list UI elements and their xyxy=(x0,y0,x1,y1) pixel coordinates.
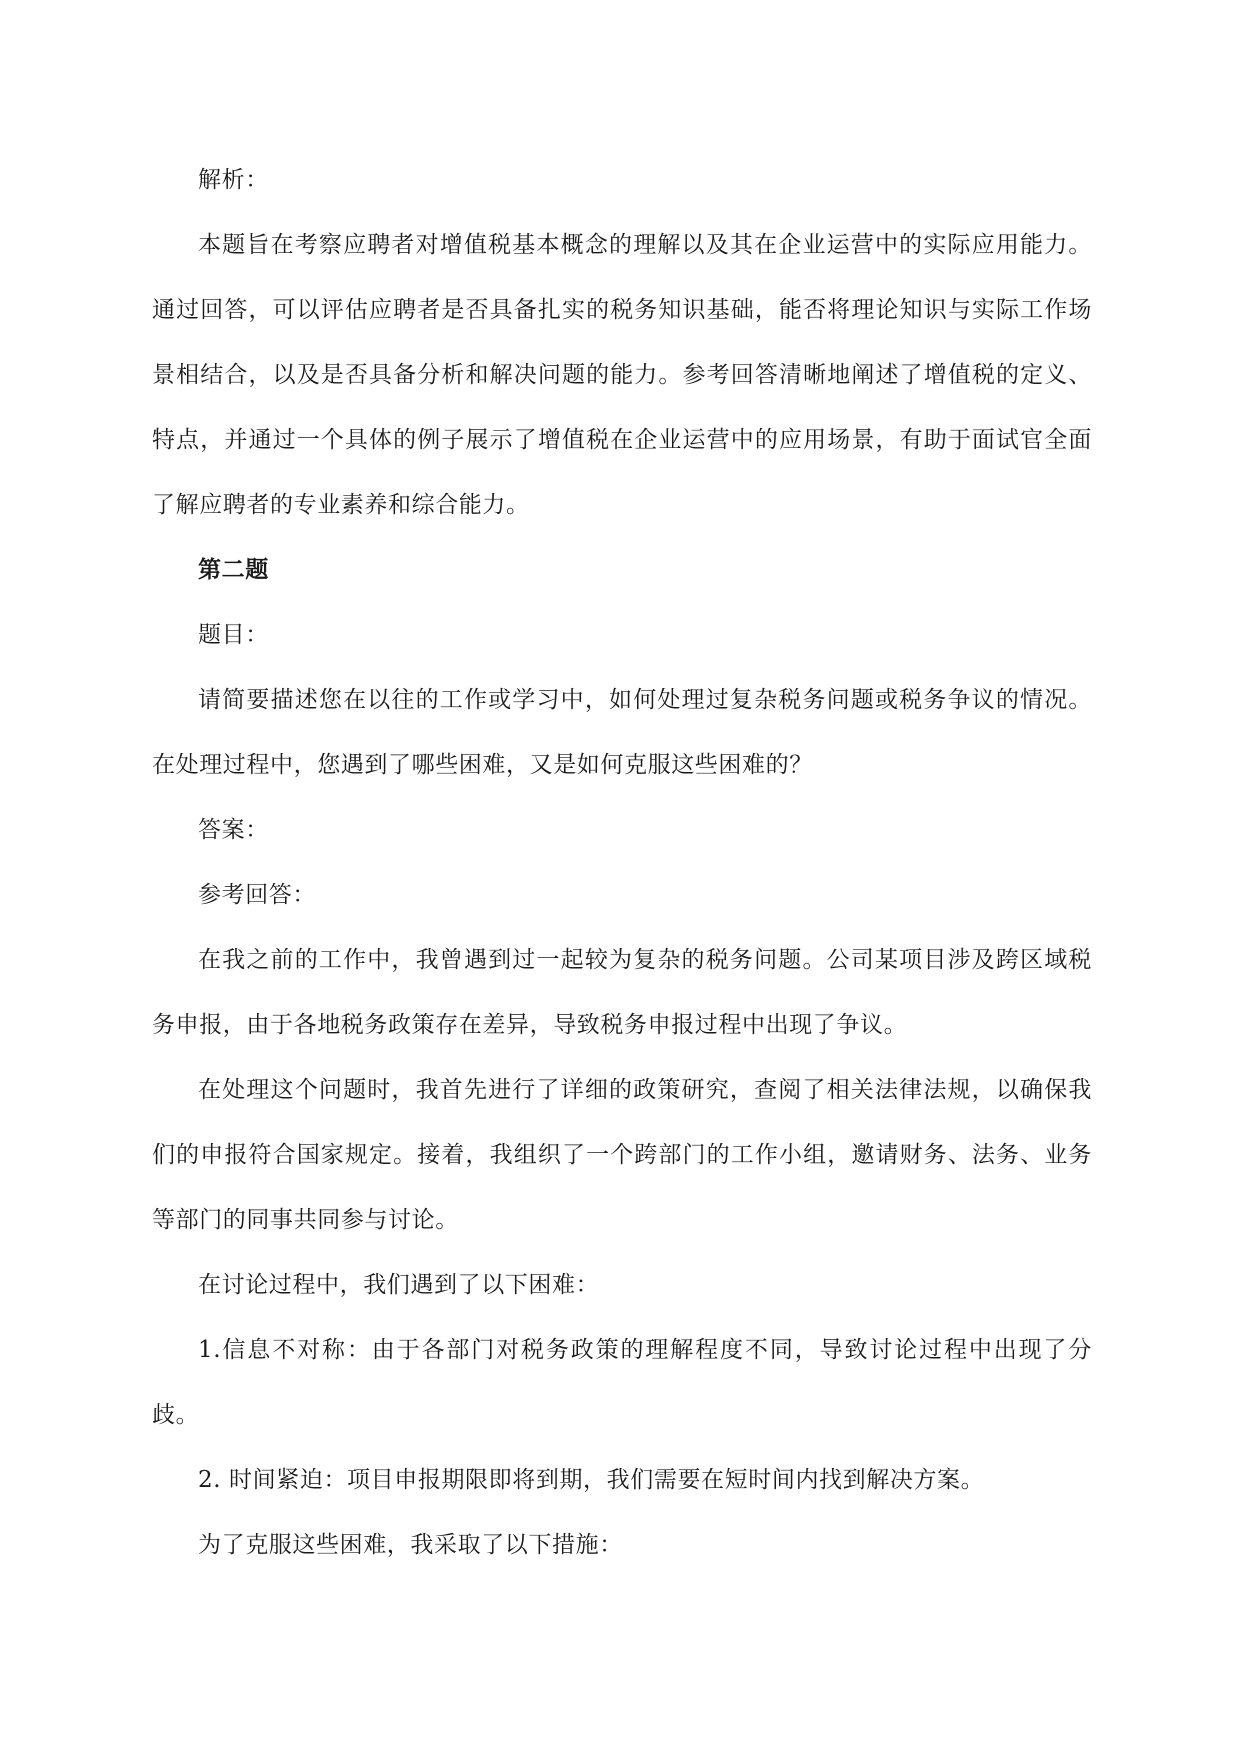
answer-paragraph: 在处理这个问题时，我首先进行了详细的政策研究，查阅了相关法律法规，以确保我们的申报符合国家规定。接着，我组织了一个跨部门的工作小组，邀请财务、法务、业务等部门的同事共同参与讨论。 xyxy=(152,1077,1092,1233)
reference-answer-label: 参考回答： xyxy=(198,882,316,908)
question-label: 题目： xyxy=(198,622,269,648)
difficulty-item: 2. 时间紧迫：项目申报期限即将到期，我们需要在短时间内找到解决方案。 xyxy=(198,1467,985,1493)
difficulty-item: 1.信息不对称：由于各部门对税务政策的理解程度不同，导致讨论过程中出现了分歧。 xyxy=(152,1337,1092,1428)
answer-paragraph: 在讨论过程中，我们遇到了以下困难： xyxy=(198,1272,600,1298)
document-body xyxy=(152,148,1092,1578)
answer-label: 答案： xyxy=(198,817,269,843)
section-heading: 第二题 xyxy=(198,557,269,583)
analysis-paragraph: 本题旨在考察应聘者对增值税基本概念的理解以及其在企业运营中的实际应用能力。通过回答，可以评估应聘者是否具备扎实的税务知识基础，能否将理论知识与实际工作场景相结合，以及是否具备分析和解决问题的能力。参考回答清晰地阐述了增值税的定义、特点，并通过一个具体的例子展示了增值税在企业运营中的应用场景，有助于面试官全面了解应聘者的专业素养和综合能力。 xyxy=(152,232,1092,518)
question-paragraph: 请简要描述您在以往的工作或学习中，如何处理过复杂税务问题或税务争议的情况。在处理过程中，您遇到了哪些困难，又是如何克服这些困难的？ xyxy=(152,687,1092,778)
measures-intro: 为了克服这些困难，我采取了以下措施： xyxy=(198,1532,623,1558)
analysis-label: 解析： xyxy=(198,167,269,193)
answer-paragraph: 在我之前的工作中，我曾遇到过一起较为复杂的税务问题。公司某项目涉及跨区域税务申报，由于各地税务政策存在差异，导致税务申报过程中出现了争议。 xyxy=(152,947,1092,1038)
